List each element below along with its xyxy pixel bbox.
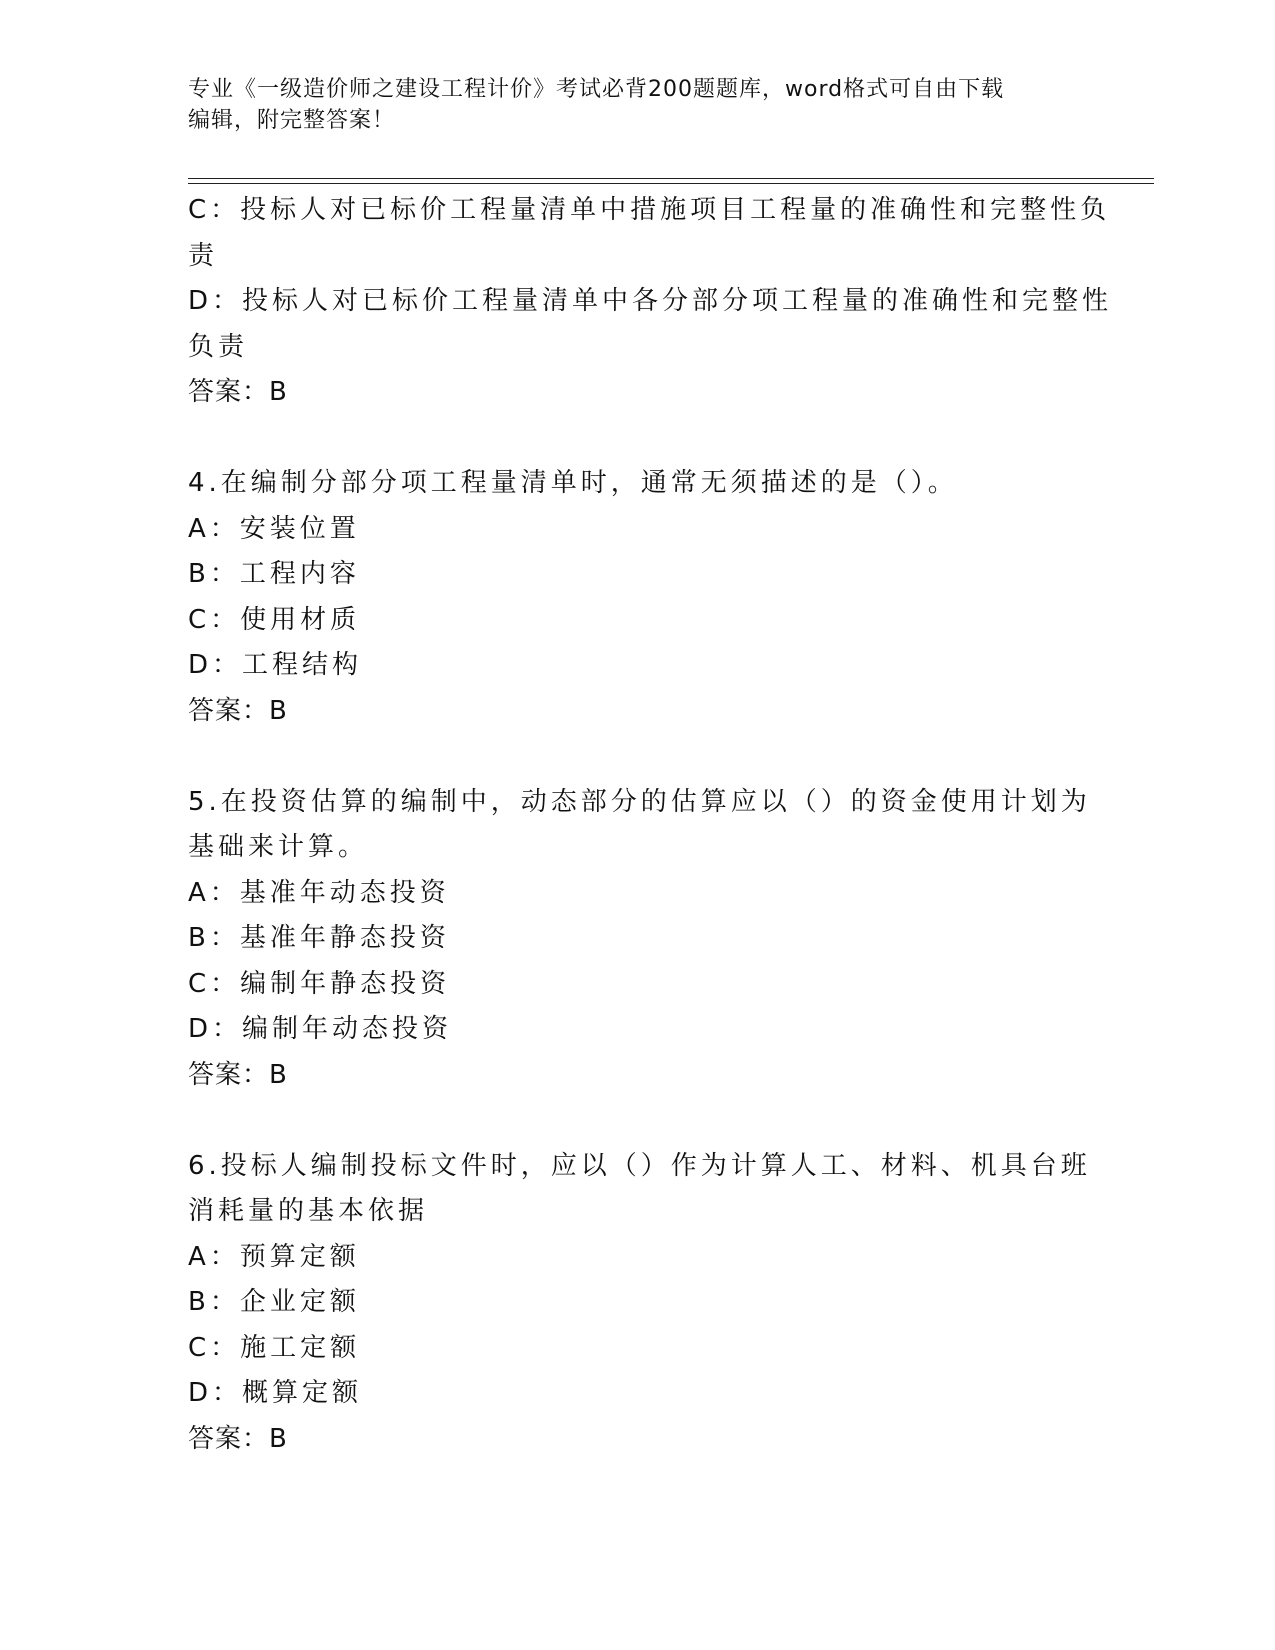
answer-label: 答案： — [188, 1059, 270, 1090]
option-d: D：概算定额 — [188, 1378, 363, 1408]
answer-value: B — [269, 377, 287, 407]
document-header — [188, 74, 1078, 136]
header-divider-bottom — [188, 183, 1154, 184]
answer-label: 答案： — [188, 695, 270, 726]
question-6 — [188, 1144, 1091, 1463]
answer-line — [188, 1053, 1088, 1099]
option-c: C：施工定额 — [188, 1332, 361, 1363]
answer-label: 答案： — [188, 1423, 270, 1454]
question-4 — [188, 461, 1088, 734]
answer-line — [188, 370, 1088, 416]
option-d — [188, 279, 1113, 370]
answer-value: B — [269, 1423, 287, 1454]
option-line: 负责 — [188, 331, 249, 362]
question-stem: 5.在投资估算的编制中，动态部分的估算应以（）的资金使用计划为 — [188, 786, 1091, 817]
option-c: C：使用材质 — [188, 604, 361, 635]
option-line: D：投标人对已标价工程量清单中各分部分项工程量的准确性和完整性 — [188, 286, 1113, 316]
header-line-2: 编辑，附完整答案！ — [188, 108, 396, 133]
option-a: A：基准年动态投资 — [188, 877, 450, 908]
option-b: B：企业定额 — [188, 1287, 360, 1317]
answer-line — [188, 1417, 1088, 1463]
answer-value: B — [269, 695, 287, 726]
question-stem: 消耗量的基本依据 — [188, 1196, 429, 1226]
option-d: D：编制年动态投资 — [188, 1014, 453, 1044]
option-a: A：安装位置 — [188, 513, 360, 544]
question-stem: 6.投标人编制投标文件时，应以（）作为计算人工、材料、机具台班 — [188, 1150, 1091, 1181]
option-line: C：投标人对已标价工程量清单中措施项目工程量的准确性和完整性负 — [188, 195, 1111, 225]
answer-value: B — [269, 1059, 287, 1090]
continued-question — [188, 188, 1113, 416]
question-stem: 基础来计算。 — [188, 832, 369, 862]
answer-label: 答案： — [188, 377, 270, 407]
header-divider-top — [188, 178, 1154, 179]
option-d: D：工程结构 — [188, 650, 363, 680]
option-b: B：基准年静态投资 — [188, 923, 450, 953]
question-content — [188, 188, 1113, 1462]
option-c — [188, 188, 1111, 279]
question-stem: 4.在编制分部分项工程量清单时，通常无须描述的是（）。 — [188, 468, 958, 498]
option-line: 责 — [188, 240, 219, 271]
option-a: A：预算定额 — [188, 1241, 360, 1272]
option-b: B：工程内容 — [188, 559, 360, 589]
answer-line — [188, 689, 1088, 735]
option-c: C：编制年静态投资 — [188, 968, 451, 999]
question-5 — [188, 780, 1091, 1099]
header-line-1: 专业《一级造价师之建设工程计价》考试必背200题题库，word格式可自由下载 — [188, 77, 1005, 102]
